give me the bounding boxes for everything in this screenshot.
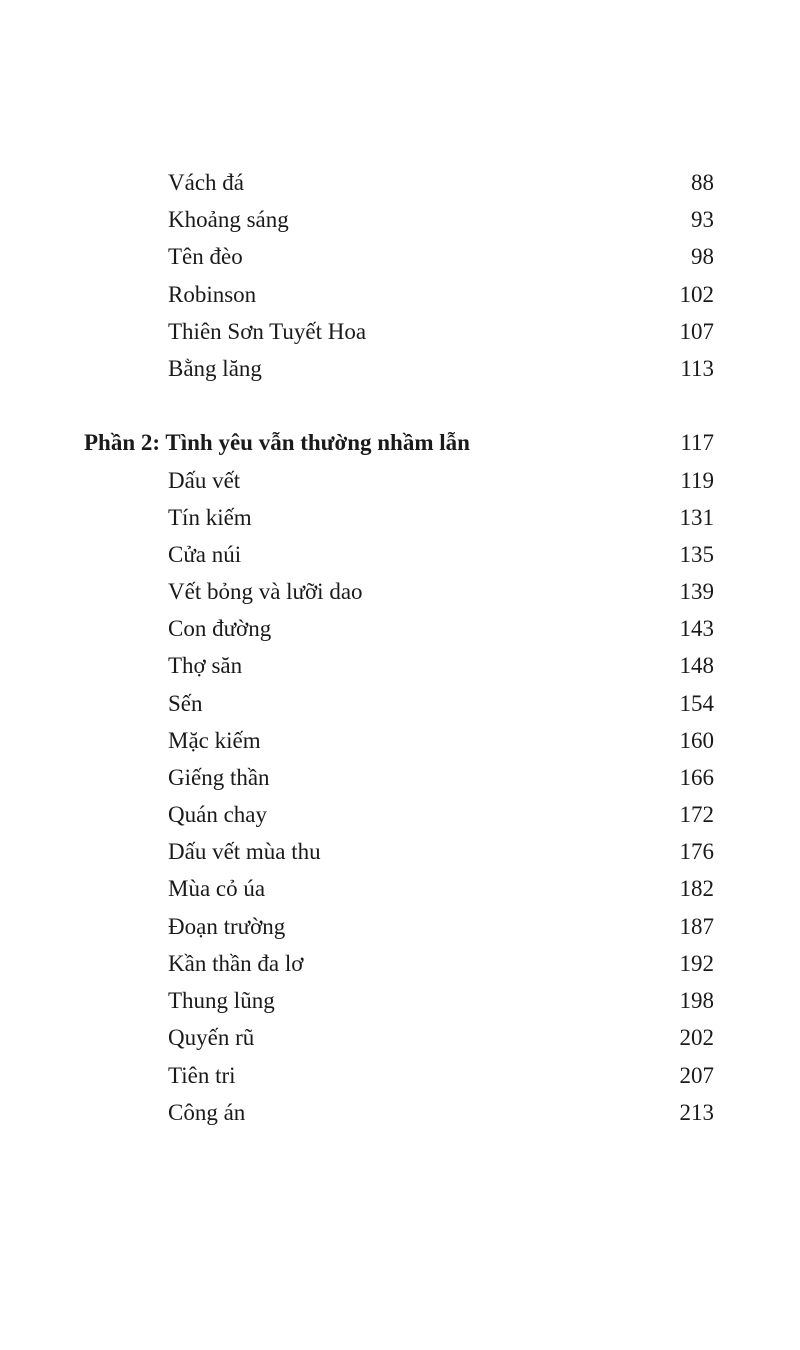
toc-entry — [0, 945, 800, 982]
toc-entry — [0, 164, 800, 201]
toc-entry — [0, 908, 800, 945]
toc-entry-page: 119 — [680, 468, 714, 493]
toc-entry — [0, 647, 800, 684]
toc-entry — [0, 685, 800, 722]
toc-entry-page: 172 — [679, 802, 714, 827]
toc-entry-page: 102 — [679, 282, 714, 307]
part-page: 117 — [680, 430, 714, 455]
toc-entry-title: Dấu vết — [168, 468, 241, 493]
toc-entry-title: Đoạn trường — [168, 914, 286, 939]
toc-entry — [0, 573, 800, 610]
toc-part-heading — [0, 424, 800, 461]
toc-entry — [0, 238, 800, 275]
toc-entry-title: Con đường — [168, 616, 272, 641]
toc-entry-page: 202 — [679, 1025, 714, 1050]
toc-entry-page: 148 — [679, 653, 714, 678]
toc-entry-title: Mùa cỏ úa — [168, 876, 266, 901]
toc-entry-page: 154 — [679, 691, 714, 716]
toc-entry-page: 187 — [679, 914, 714, 939]
toc-entry — [0, 1094, 800, 1131]
toc-entry — [0, 982, 800, 1019]
part-title: Phần 2: Tình yêu vẫn thường nhầm lẫn — [84, 430, 470, 455]
toc-entry-title: Bằng lăng — [168, 356, 262, 381]
toc-entry-title: Robinson — [168, 282, 257, 307]
toc-entry-page: 93 — [691, 207, 714, 232]
toc-entry-page: 143 — [679, 616, 714, 641]
toc-entry — [0, 610, 800, 647]
toc-entry — [0, 833, 800, 870]
toc-entry — [0, 1019, 800, 1056]
toc-entry — [0, 350, 800, 387]
toc-entry-page: 113 — [680, 356, 714, 381]
toc-entry-page: 198 — [679, 988, 714, 1013]
toc-entry-title: Vết bỏng và lưỡi dao — [168, 579, 363, 604]
toc-entry-title: Vách đá — [168, 170, 244, 195]
toc-entry-page: 192 — [679, 951, 714, 976]
toc-entry-title: Dấu vết mùa thu — [168, 839, 321, 864]
toc-entry — [0, 722, 800, 759]
toc-entry-title: Mặc kiếm — [168, 728, 261, 753]
toc-entry-title: Tiên tri — [168, 1063, 236, 1088]
toc-entry — [0, 499, 800, 536]
toc-entry-title: Thung lũng — [168, 988, 275, 1013]
toc-entry-title: Cửa núi — [168, 542, 242, 567]
toc-entry — [0, 462, 800, 499]
toc-entry-page: 107 — [679, 319, 714, 344]
toc-entry-title: Thợ săn — [168, 653, 243, 678]
toc-entry-page: 166 — [679, 765, 714, 790]
toc-entry-page: 139 — [679, 579, 714, 604]
toc-entry-page: 213 — [679, 1100, 714, 1125]
toc-entry-title: Quyến rũ — [168, 1025, 255, 1050]
toc-entry — [0, 759, 800, 796]
toc-entry-page: 131 — [679, 505, 714, 530]
toc-entry — [0, 201, 800, 238]
toc-entry-title: Quán chay — [168, 802, 267, 827]
toc-entry-title: Tín kiếm — [168, 505, 252, 530]
toc-entry-page: 182 — [679, 876, 714, 901]
toc-entry-page: 176 — [679, 839, 714, 864]
toc-entry-title: Công án — [168, 1100, 246, 1125]
toc-entry — [0, 1057, 800, 1094]
toc-entry-title: Giếng thần — [168, 765, 270, 790]
toc-entry — [0, 870, 800, 907]
toc-entry-title: Tên đèo — [168, 244, 243, 269]
toc-entry-page: 135 — [679, 542, 714, 567]
toc-entry — [0, 276, 800, 313]
toc-entry — [0, 796, 800, 833]
toc-entry-page: 98 — [691, 244, 714, 269]
toc-entry-title: Sến — [168, 691, 203, 716]
toc-entry-page: 160 — [679, 728, 714, 753]
toc-entry — [0, 313, 800, 350]
toc-entry — [0, 536, 800, 573]
toc-entry-title: Khoảng sáng — [168, 207, 289, 232]
toc-entry-page: 207 — [679, 1063, 714, 1088]
toc-entry-title: Kần thần đa lơ — [168, 951, 304, 976]
toc-entry-title: Thiên Sơn Tuyết Hoa — [168, 319, 367, 344]
toc-entry-page: 88 — [691, 170, 714, 195]
